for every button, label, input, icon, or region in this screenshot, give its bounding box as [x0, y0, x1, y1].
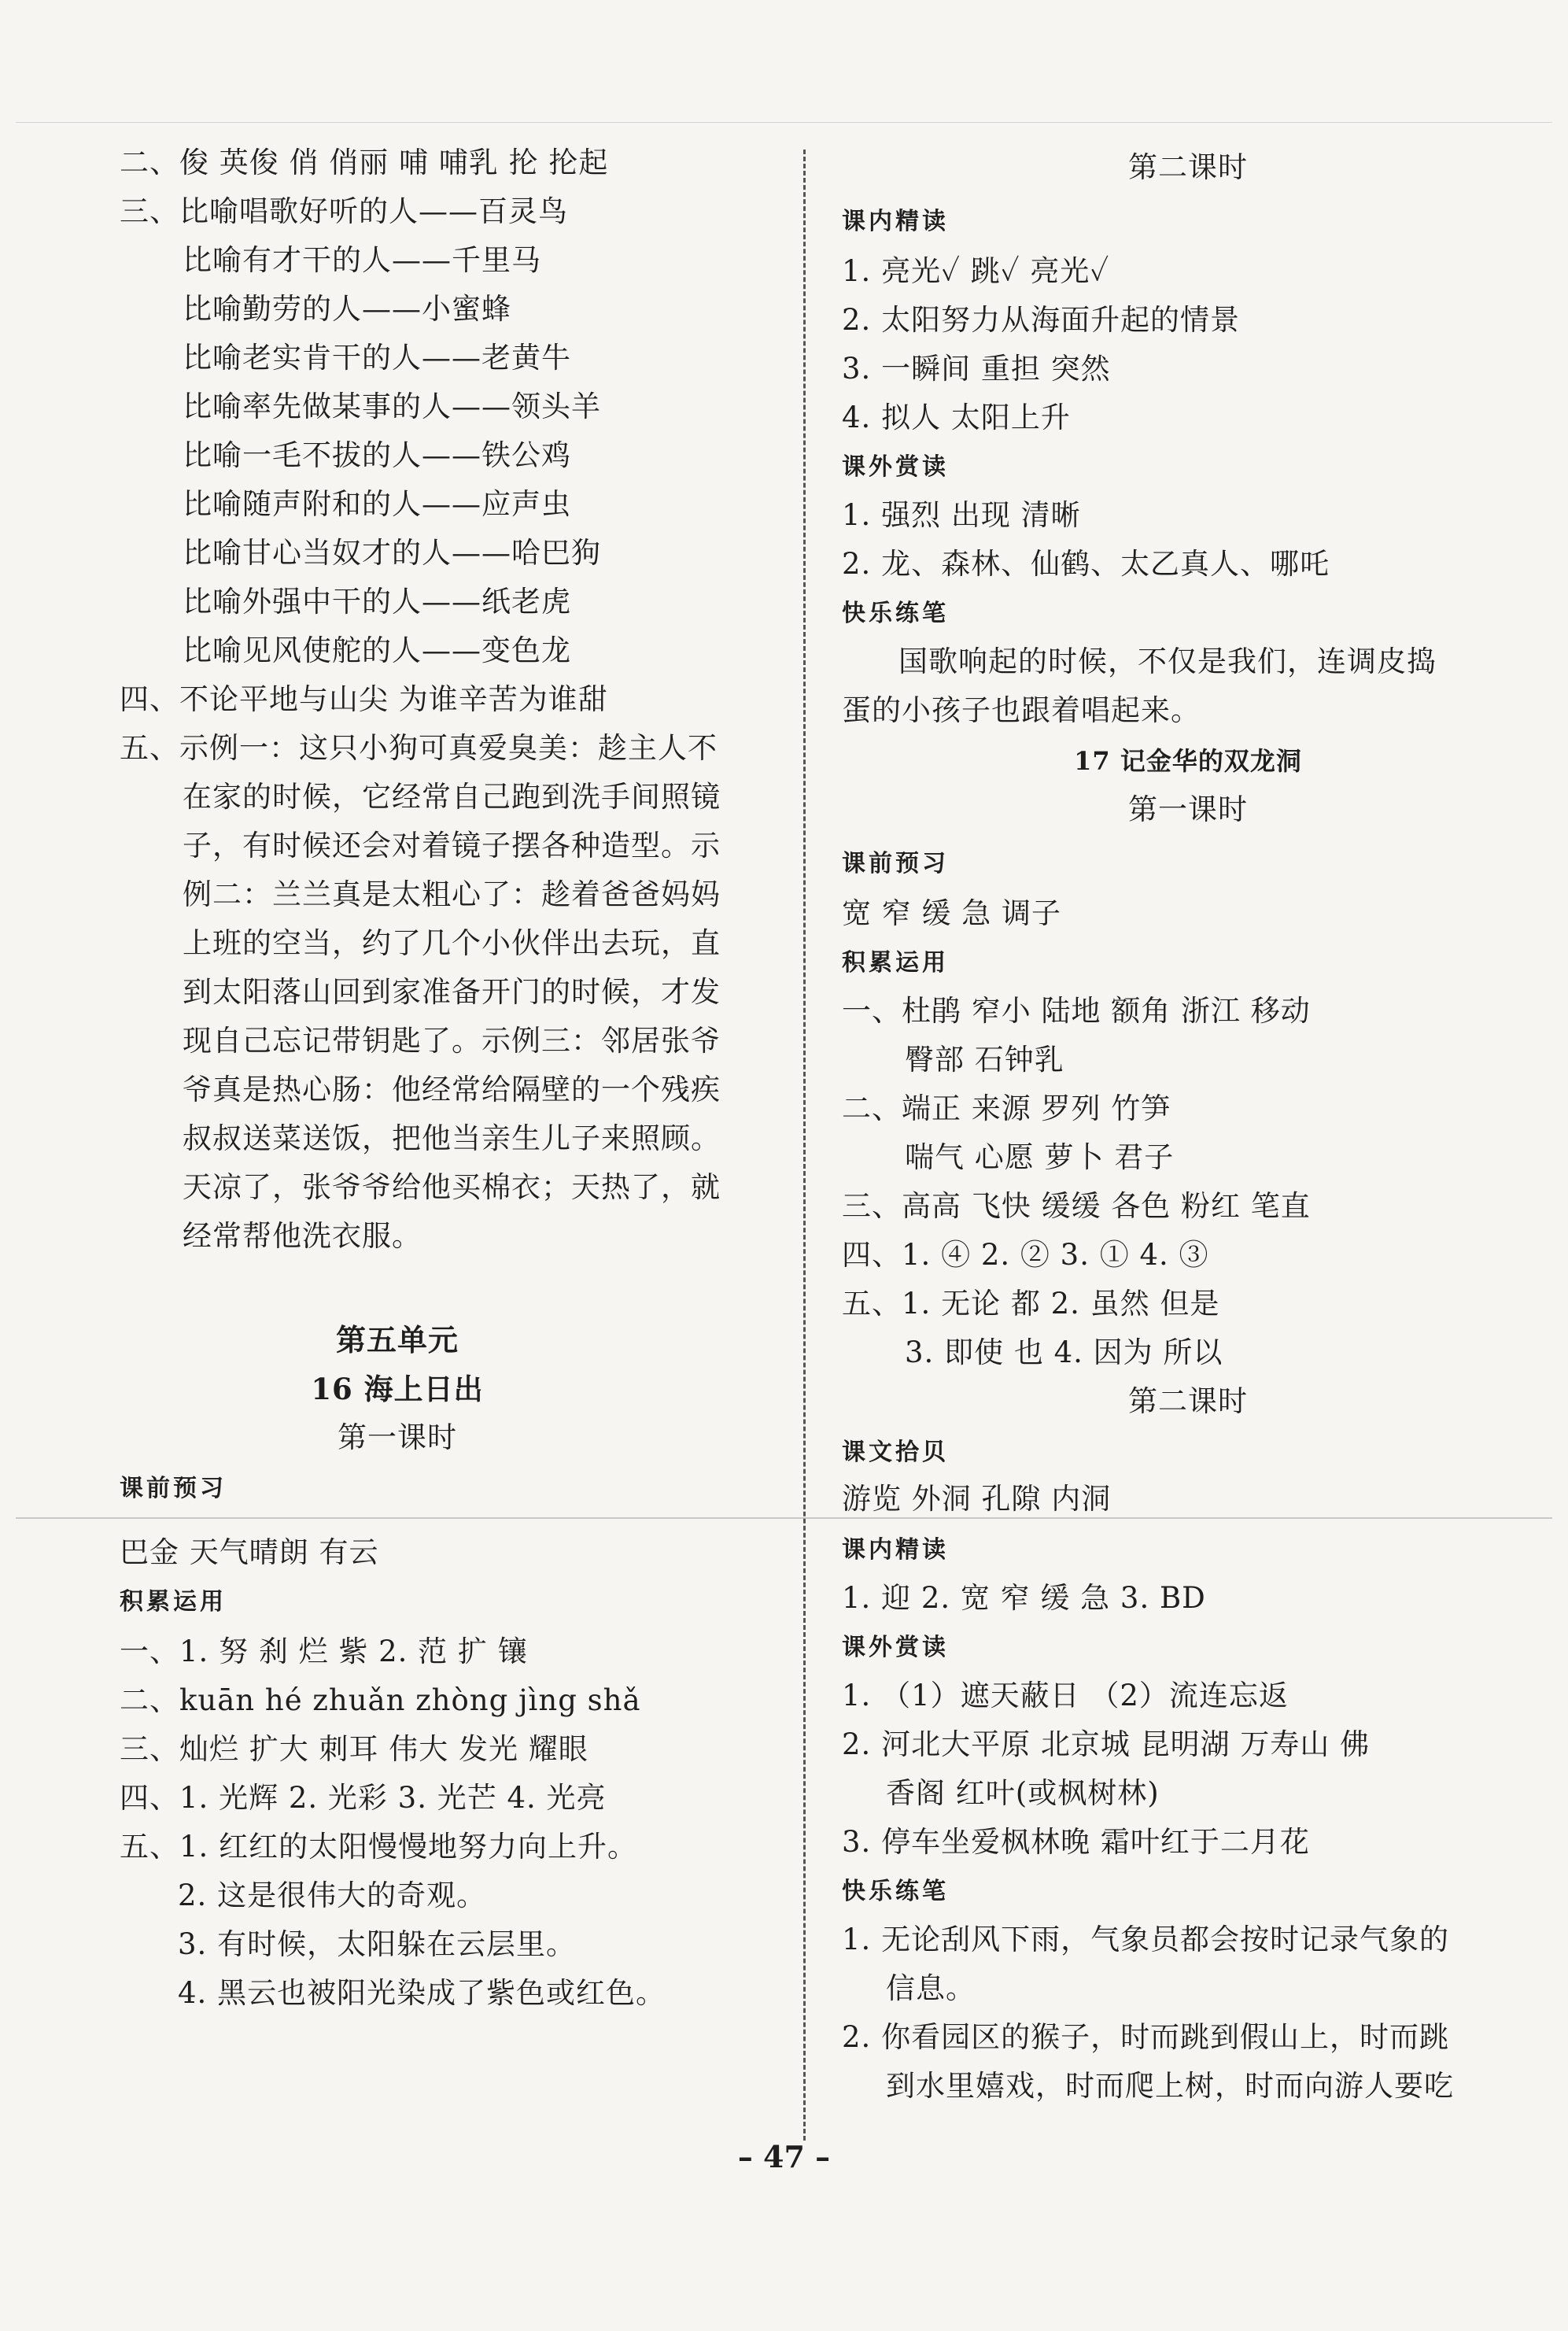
section-heading: 课文拾贝 [842, 1439, 949, 1466]
answer-line: 四、1. 光辉 2. 光彩 3. 光芒 4. 光亮 [120, 1781, 607, 1815]
answer-line: 3. 即使 也 4. 因为 所以 [905, 1335, 1223, 1369]
lesson-title: 17 记金华的双龙洞 [1074, 746, 1302, 776]
answer-line: 三、灿烂 扩大 刺耳 伟大 发光 耀眼 [120, 1732, 588, 1766]
section-heading: 快乐练笔 [842, 1878, 949, 1905]
answer-line: 3. 一瞬间 重担 突然 [842, 352, 1111, 386]
answer-line: 比喻外强中干的人——纸老虎 [183, 585, 571, 619]
answer-line: 一、1. 努 刹 烂 紫 2. 范 扩 镶 [120, 1635, 528, 1668]
answer-line: 3. 有时候，太阳躲在云层里。 [178, 1927, 577, 1961]
period-title: 第一课时 [338, 1420, 457, 1454]
left-column [0, 0, 795, 2125]
answer-line: 上班的空当，约了几个小伙伴出去玩，直 [183, 926, 721, 960]
answer-line: 天凉了，张爷爷给他买棉衣；天热了，就 [183, 1170, 721, 1204]
section-heading: 课外赏读 [842, 1634, 949, 1661]
answer-line: 宽 窄 缓 急 调子 [842, 896, 1062, 930]
answer-line: 比喻勤劳的人——小蜜蜂 [183, 292, 511, 326]
answer-line: 二、俊 英俊 俏 俏丽 哺 哺乳 抡 抡起 [120, 146, 609, 179]
answer-line: 爷真是热心肠：他经常给隔壁的一个残疾 [183, 1073, 721, 1106]
section-heading: 课内精读 [842, 208, 949, 235]
answer-line: 到太阳落山回到家准备开门的时候，才发 [183, 975, 721, 1009]
answer-line: 2. 龙、森林、仙鹤、太乙真人、哪吒 [842, 547, 1330, 581]
answer-line: 蛋的小孩子也跟着唱起来。 [842, 693, 1201, 727]
answer-line: 三、比喻唱歌好听的人——百灵鸟 [120, 194, 568, 228]
answer-line: 到水里嬉戏，时而爬上树，时而向游人要吃 [886, 2069, 1454, 2103]
column-divider [803, 150, 806, 2141]
answer-line: 三、高高 飞快 缓缓 各色 粉红 笔直 [842, 1189, 1311, 1223]
answer-line: 子，有时候还会对着镜子摆各种造型。示 [183, 829, 721, 863]
answer-line: 五、1. 无论 都 2. 虽然 但是 [842, 1287, 1220, 1321]
answer-line: 2. 你看园区的猴子，时而跳到假山上，时而跳 [842, 2020, 1450, 2054]
lesson-title: 16 海上日出 [311, 1372, 484, 1406]
answer-line: 信息。 [886, 1971, 976, 2005]
section-heading: 积累运用 [842, 949, 949, 977]
answer-line: 香阁 红叶(或枫树林) [886, 1776, 1160, 1810]
period-title: 第二课时 [1128, 150, 1248, 184]
period-title: 第一课时 [1128, 792, 1248, 826]
answer-line: 国歌响起的时候，不仅是我们，连调皮捣 [898, 645, 1437, 678]
answer-line: 游览 外洞 孔隙 内洞 [842, 1482, 1112, 1516]
unit-title: 第五单元 [335, 1323, 459, 1358]
answer-line: 四、不论平地与山尖 为谁辛苦为谁甜 [120, 682, 608, 716]
answer-line: 四、1. ④ 2. ② 3. ① 4. ③ [842, 1238, 1209, 1272]
answer-line: 比喻率先做某事的人——领头羊 [183, 390, 601, 423]
answer-line: 1. 无论刮风下雨，气象员都会按时记录气象的 [842, 1923, 1450, 1956]
answer-line: 比喻甘心当奴才的人——哈巴狗 [183, 536, 601, 570]
answer-line: 2. 河北大平原 北京城 昆明湖 万寿山 佛 [842, 1727, 1371, 1761]
answer-line: 1. 强烈 出现 清晰 [842, 498, 1081, 532]
answer-line: 3. 停车坐爱枫林晚 霜叶红于二月花 [842, 1825, 1310, 1859]
answer-line: 臀部 石钟乳 [905, 1043, 1064, 1077]
answer-line: 比喻一毛不拔的人——铁公鸡 [183, 438, 571, 472]
page-number: – 47 – [737, 2139, 831, 2174]
answer-line: 五、示例一：这只小狗可真爱臭美：趁主人不 [120, 731, 718, 765]
section-heading: 积累运用 [120, 1588, 227, 1616]
section-heading: 课内精读 [842, 1536, 949, 1564]
section-heading: 快乐练笔 [842, 600, 949, 627]
answer-line: 比喻有才干的人——千里马 [183, 243, 541, 277]
answer-line: 叔叔送菜送饭，把他当亲生儿子来照顾。 [183, 1121, 721, 1155]
answer-line: 喘气 心愿 萝卜 君子 [905, 1140, 1175, 1174]
answer-line: 二、kuān hé zhuǎn zhòng jìng shǎ [120, 1683, 641, 1717]
answer-line: 五、1. 红红的太阳慢慢地努力向上升。 [120, 1830, 638, 1864]
section-heading: 课前预习 [120, 1475, 227, 1502]
answer-line: 比喻随声附和的人——应声虫 [183, 487, 571, 521]
answer-line: 二、端正 来源 罗列 竹笋 [842, 1092, 1171, 1125]
answer-line: 2. 太阳努力从海面升起的情景 [842, 303, 1241, 337]
answer-line: 1. 亮光✓ 跳✓ 亮光✓ [842, 254, 1110, 288]
section-heading: 课前预习 [842, 850, 949, 877]
right-column [810, 0, 1566, 2125]
answer-line: 2. 这是很伟大的奇观。 [178, 1878, 487, 1912]
section-heading: 课外赏读 [842, 453, 949, 481]
answer-line: 一、杜鹃 窄小 陆地 额角 浙江 移动 [842, 994, 1311, 1028]
period-title: 第二课时 [1128, 1384, 1248, 1418]
answer-line: 比喻见风使舵的人——变色龙 [183, 634, 571, 667]
answer-line: 4. 黑云也被阳光染成了紫色或红色。 [178, 1976, 666, 2010]
answer-line: 在家的时候，它经常自己跑到洗手间照镜 [183, 780, 721, 814]
answer-line: 比喻老实肯干的人——老黄牛 [183, 341, 571, 375]
answer-line: 例二：兰兰真是太粗心了：趁着爸爸妈妈 [183, 877, 721, 911]
answer-line: 1. （1）遮天蔽日 （2）流连忘返 [842, 1679, 1289, 1712]
answer-line: 4. 拟人 太阳上升 [842, 401, 1071, 434]
answer-line: 经常帮他洗衣服。 [183, 1219, 422, 1253]
answer-line: 巴金 天气晴朗 有云 [120, 1535, 379, 1569]
answer-line: 1. 迎 2. 宽 窄 缓 急 3. BD [842, 1581, 1206, 1615]
answer-line: 现自己忘记带钥匙了。示例三：邻居张爷 [183, 1024, 721, 1058]
